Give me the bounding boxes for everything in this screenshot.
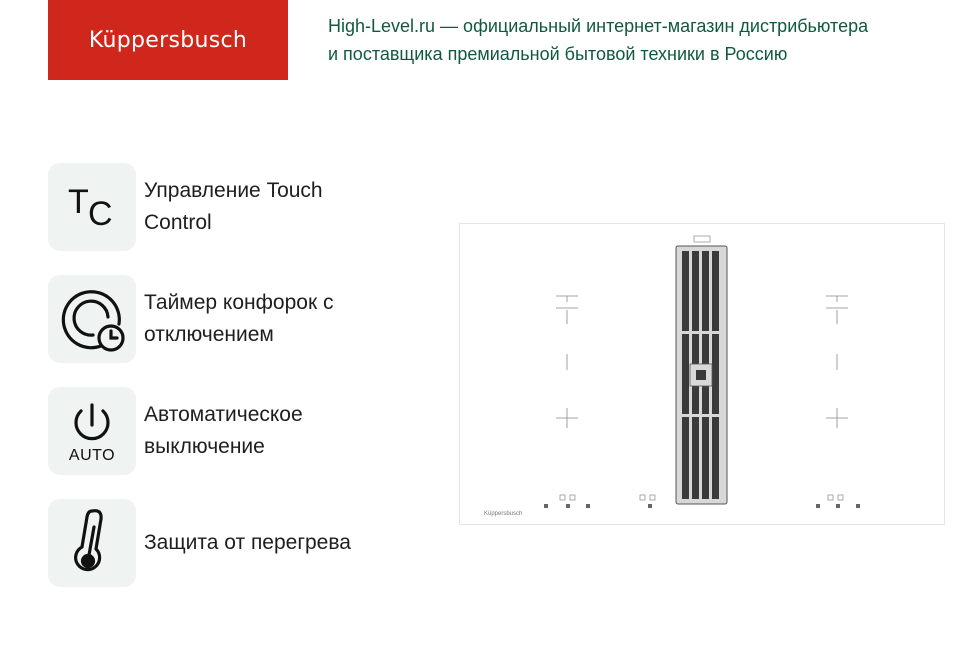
auto-icon-label: AUTO — [68, 447, 116, 464]
hob-brand-print: Küppersbusch — [484, 511, 523, 517]
brand-logo — [48, 0, 288, 80]
auto-power-off-icon — [48, 387, 136, 475]
feature-2-line-1: Таймер конфорок с — [144, 291, 334, 314]
thermometer-icon — [48, 499, 136, 587]
feature-3-line-2: выключение — [144, 435, 265, 458]
feature-touch-control — [48, 163, 428, 251]
feature-1-line-2: Control — [144, 211, 212, 234]
site-tagline — [328, 12, 948, 68]
touch-control-icon — [48, 163, 136, 251]
brand-logo-text: Küppersbusch — [88, 27, 248, 53]
feature-2-line-2: отключением — [144, 323, 274, 346]
svg-text:T: T — [68, 183, 89, 221]
feature-4-line-1: Защита от перегрева — [144, 531, 351, 554]
svg-text:C: C — [88, 195, 113, 233]
feature-auto-off — [48, 387, 428, 475]
tagline-line-1: High-Level.ru — официальный интернет-магазин дистрибьютера — [328, 16, 869, 36]
hob-product-image — [459, 223, 945, 525]
feature-3-line-1: Автоматическое — [144, 403, 303, 426]
feature-1-line-1: Управление Touch — [144, 179, 323, 202]
hob-with-downdraft-icon — [460, 224, 944, 524]
feature-burner-timer — [48, 275, 428, 363]
burner-timer-icon — [48, 275, 136, 363]
tagline-line-2: и поставщика премиальной бытовой техники в Россию — [328, 44, 788, 64]
feature-overheat-protection — [48, 499, 428, 587]
